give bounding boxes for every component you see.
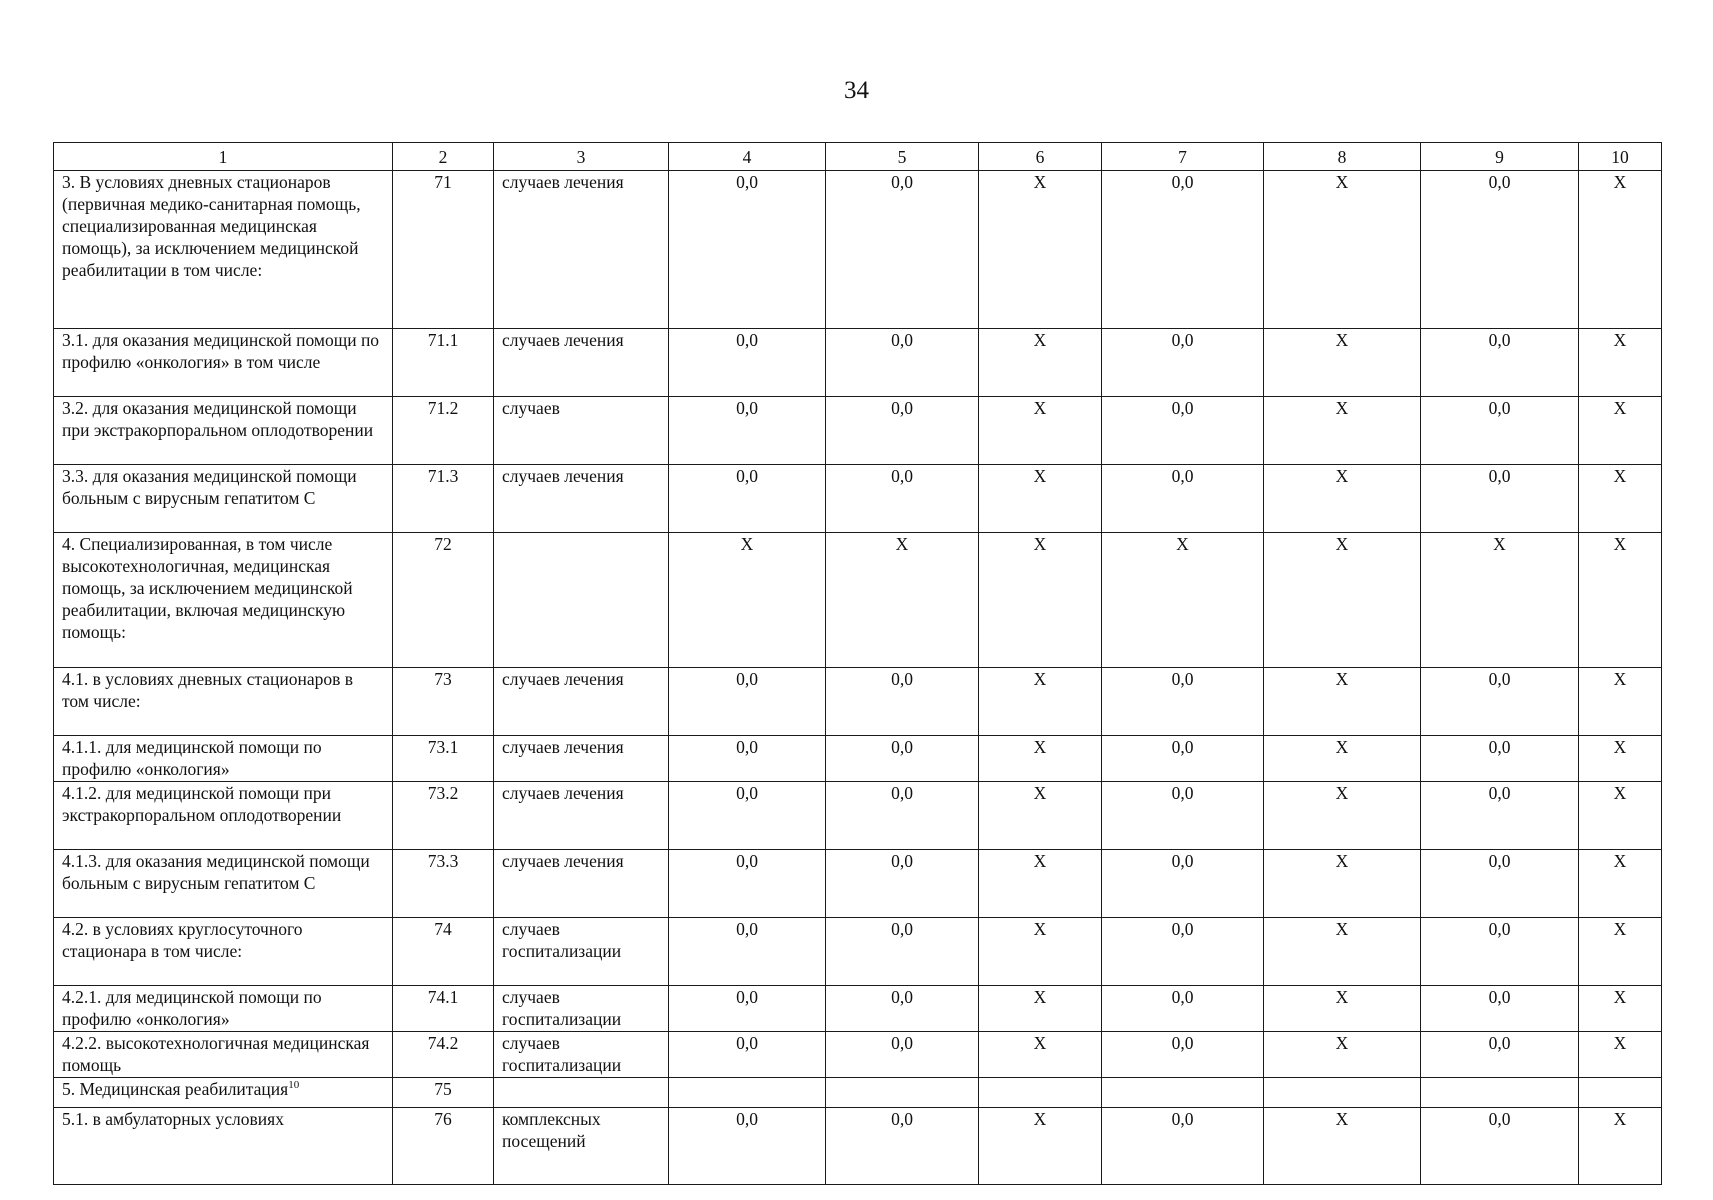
value-cell-col-7: 0,0 (1102, 1032, 1264, 1078)
table-body (54, 171, 1662, 1185)
row-name (54, 1108, 393, 1185)
row-name-text: 3. В условиях дневных стационаров (первичная медико-санитарная помощь, специализированная медицинская помощь), за исключением медицинской реабилитации в том числе: (62, 172, 361, 280)
row-code: 76 (393, 1108, 494, 1185)
table-row (54, 782, 1662, 850)
value-cell-col-10: Х (1579, 918, 1662, 986)
row-name (54, 1078, 393, 1108)
row-code: 75 (393, 1078, 494, 1108)
value-cell-col-10: Х (1579, 986, 1662, 1032)
value-cell-col-7: 0,0 (1102, 918, 1264, 986)
row-name-text: 4. Специализированная, в том числе высокотехнологичная, медицинская помощь, за исключением медицинской реабилитации, включая медицинскую помощь: (62, 534, 353, 642)
value-cell-col-5: 0,0 (826, 1108, 979, 1185)
row-code: 73.1 (393, 736, 494, 782)
page-number: 34 (844, 77, 869, 104)
table-row (54, 986, 1662, 1032)
row-name-text: 4.1. в условиях дневных стационаров в том числе: (62, 669, 354, 711)
value-cell-col-4: 0,0 (669, 1032, 826, 1078)
column-header-7: 7 (1102, 143, 1264, 171)
value-cell-col-8: Х (1264, 533, 1421, 668)
value-cell-col-6: Х (979, 533, 1102, 668)
row-name (54, 533, 393, 668)
row-unit: случаев лечения (494, 668, 669, 736)
value-cell-col-4: 0,0 (669, 782, 826, 850)
row-unit: случаев лечения (494, 736, 669, 782)
row-code: 74.1 (393, 986, 494, 1032)
row-code: 71.1 (393, 329, 494, 397)
value-cell-col-7: 0,0 (1102, 782, 1264, 850)
value-cell-col-10: Х (1579, 850, 1662, 918)
value-cell-col-8: Х (1264, 171, 1421, 329)
value-cell-col-9: 0,0 (1421, 850, 1579, 918)
value-cell-col-10: Х (1579, 533, 1662, 668)
value-cell-col-8: Х (1264, 736, 1421, 782)
row-code: 73 (393, 668, 494, 736)
value-cell-col-6: Х (979, 171, 1102, 329)
row-name (54, 171, 393, 329)
value-cell-col-7 (1102, 1078, 1264, 1108)
value-cell-col-8: Х (1264, 850, 1421, 918)
table-row (54, 171, 1662, 329)
row-unit: комплексных посещений (494, 1108, 669, 1185)
data-table (53, 142, 1662, 1185)
value-cell-col-8: Х (1264, 668, 1421, 736)
value-cell-col-8: Х (1264, 329, 1421, 397)
table-row (54, 1078, 1662, 1108)
value-cell-col-4: 0,0 (669, 986, 826, 1032)
column-header-10: 10 (1579, 143, 1662, 171)
value-cell-col-6: Х (979, 1032, 1102, 1078)
table-row (54, 850, 1662, 918)
row-name-text: 4.1.3. для оказания медицинской помощи больным с вирусным гепатитом С (62, 851, 370, 893)
value-cell-col-6: Х (979, 736, 1102, 782)
value-cell-col-7: 0,0 (1102, 1108, 1264, 1185)
table-row (54, 465, 1662, 533)
value-cell-col-4: 0,0 (669, 918, 826, 986)
value-cell-col-8: Х (1264, 1108, 1421, 1185)
value-cell-col-10: Х (1579, 1032, 1662, 1078)
value-cell-col-5: 0,0 (826, 668, 979, 736)
column-header-3: 3 (494, 143, 669, 171)
column-header-2: 2 (393, 143, 494, 171)
value-cell-col-4: 0,0 (669, 171, 826, 329)
row-code: 74.2 (393, 1032, 494, 1078)
value-cell-col-8 (1264, 1078, 1421, 1108)
row-name-text: 5. Медицинская реабилитация (62, 1079, 289, 1099)
row-name-text: 3.3. для оказания медицинской помощи больным с вирусным гепатитом С (62, 466, 357, 508)
column-header-4: 4 (669, 143, 826, 171)
row-name-text: 4.1.2. для медицинской помощи при экстракорпоральном оплодотворении (62, 783, 342, 825)
row-name (54, 736, 393, 782)
value-cell-col-4: Х (669, 533, 826, 668)
value-cell-col-5: 0,0 (826, 329, 979, 397)
value-cell-col-9: 0,0 (1421, 1032, 1579, 1078)
row-unit (494, 533, 669, 668)
value-cell-col-9: 0,0 (1421, 986, 1579, 1032)
table-row (54, 397, 1662, 465)
value-cell-col-5: 0,0 (826, 850, 979, 918)
footnote-marker: 10 (288, 1079, 300, 1092)
value-cell-col-4: 0,0 (669, 736, 826, 782)
value-cell-col-4: 0,0 (669, 850, 826, 918)
value-cell-col-10: Х (1579, 465, 1662, 533)
value-cell-col-10: Х (1579, 171, 1662, 329)
row-unit: случаев лечения (494, 465, 669, 533)
value-cell-col-9 (1421, 1078, 1579, 1108)
value-cell-col-4: 0,0 (669, 465, 826, 533)
value-cell-col-7: 0,0 (1102, 668, 1264, 736)
value-cell-col-7: 0,0 (1102, 736, 1264, 782)
value-cell-col-10 (1579, 1078, 1662, 1108)
row-name (54, 329, 393, 397)
column-header-6: 6 (979, 143, 1102, 171)
row-unit (494, 1078, 669, 1108)
value-cell-col-7: 0,0 (1102, 329, 1264, 397)
row-unit: случаев госпитализации (494, 986, 669, 1032)
row-name (54, 782, 393, 850)
row-name (54, 850, 393, 918)
row-name-text: 4.1.1. для медицинской помощи по профилю «онкология» (62, 737, 322, 779)
value-cell-col-6: Х (979, 329, 1102, 397)
value-cell-col-6: Х (979, 782, 1102, 850)
table-row (54, 329, 1662, 397)
row-code: 73.2 (393, 782, 494, 850)
value-cell-col-6: Х (979, 668, 1102, 736)
row-code: 73.3 (393, 850, 494, 918)
row-code: 72 (393, 533, 494, 668)
header-row (54, 143, 1662, 171)
row-name-text: 3.1. для оказания медицинской помощи по профилю «онкология» в том числе (62, 330, 380, 372)
value-cell-col-8: Х (1264, 465, 1421, 533)
value-cell-col-6: Х (979, 397, 1102, 465)
value-cell-col-5: 0,0 (826, 1032, 979, 1078)
row-unit: случаев (494, 397, 669, 465)
value-cell-col-8: Х (1264, 397, 1421, 465)
value-cell-col-7: 0,0 (1102, 397, 1264, 465)
value-cell-col-7: 0,0 (1102, 850, 1264, 918)
value-cell-col-10: Х (1579, 736, 1662, 782)
row-name-text: 4.2. в условиях круглосуточного стационара в том числе: (62, 919, 303, 961)
value-cell-col-7: 0,0 (1102, 465, 1264, 533)
value-cell-col-7: 0,0 (1102, 171, 1264, 329)
row-code: 74 (393, 918, 494, 986)
row-name-text: 4.2.2. высокотехнологичная медицинская помощь (62, 1033, 370, 1075)
row-name (54, 465, 393, 533)
row-name (54, 397, 393, 465)
value-cell-col-6: Х (979, 1108, 1102, 1185)
value-cell-col-9: 0,0 (1421, 782, 1579, 850)
table-row (54, 736, 1662, 782)
value-cell-col-10: Х (1579, 397, 1662, 465)
row-name (54, 1032, 393, 1078)
value-cell-col-7: Х (1102, 533, 1264, 668)
value-cell-col-5: 0,0 (826, 736, 979, 782)
row-name (54, 918, 393, 986)
column-header-8: 8 (1264, 143, 1421, 171)
value-cell-col-4: 0,0 (669, 668, 826, 736)
row-code: 71.3 (393, 465, 494, 533)
value-cell-col-9: 0,0 (1421, 465, 1579, 533)
value-cell-col-5: Х (826, 533, 979, 668)
value-cell-col-8: Х (1264, 782, 1421, 850)
value-cell-col-8: Х (1264, 918, 1421, 986)
value-cell-col-8: Х (1264, 986, 1421, 1032)
row-name-text: 4.2.1. для медицинской помощи по профилю «онкология» (62, 987, 322, 1029)
value-cell-col-10: Х (1579, 782, 1662, 850)
value-cell-col-8: Х (1264, 1032, 1421, 1078)
row-unit: случаев госпитализации (494, 918, 669, 986)
column-header-1: 1 (54, 143, 393, 171)
value-cell-col-9: 0,0 (1421, 1108, 1579, 1185)
row-unit: случаев лечения (494, 782, 669, 850)
value-cell-col-5 (826, 1078, 979, 1108)
value-cell-col-5: 0,0 (826, 986, 979, 1032)
value-cell-col-7: 0,0 (1102, 986, 1264, 1032)
value-cell-col-4: 0,0 (669, 329, 826, 397)
value-cell-col-4: 0,0 (669, 1108, 826, 1185)
value-cell-col-9: 0,0 (1421, 397, 1579, 465)
value-cell-col-9: 0,0 (1421, 736, 1579, 782)
value-cell-col-9: 0,0 (1421, 668, 1579, 736)
value-cell-col-5: 0,0 (826, 171, 979, 329)
value-cell-col-10: Х (1579, 329, 1662, 397)
row-unit: случаев лечения (494, 329, 669, 397)
table-row (54, 668, 1662, 736)
value-cell-col-9: Х (1421, 533, 1579, 668)
value-cell-col-5: 0,0 (826, 465, 979, 533)
value-cell-col-5: 0,0 (826, 782, 979, 850)
row-name-text: 5.1. в амбулаторных условиях (62, 1109, 284, 1129)
row-unit: случаев госпитализации (494, 1032, 669, 1078)
value-cell-col-9: 0,0 (1421, 329, 1579, 397)
column-header-5: 5 (826, 143, 979, 171)
row-unit: случаев лечения (494, 171, 669, 329)
row-name (54, 668, 393, 736)
column-header-9: 9 (1421, 143, 1579, 171)
table-row (54, 1108, 1662, 1185)
value-cell-col-10: Х (1579, 668, 1662, 736)
value-cell-col-6: Х (979, 850, 1102, 918)
value-cell-col-5: 0,0 (826, 397, 979, 465)
row-name-text: 3.2. для оказания медицинской помощи при экстракорпоральном оплодотворении (62, 398, 374, 440)
row-code: 71.2 (393, 397, 494, 465)
value-cell-col-9: 0,0 (1421, 171, 1579, 329)
value-cell-col-6: Х (979, 465, 1102, 533)
row-unit: случаев лечения (494, 850, 669, 918)
row-code: 71 (393, 171, 494, 329)
value-cell-col-5: 0,0 (826, 918, 979, 986)
table-row (54, 918, 1662, 986)
table-row (54, 1032, 1662, 1078)
value-cell-col-10: Х (1579, 1108, 1662, 1185)
value-cell-col-9: 0,0 (1421, 918, 1579, 986)
row-name (54, 986, 393, 1032)
value-cell-col-6: Х (979, 918, 1102, 986)
value-cell-col-6: Х (979, 986, 1102, 1032)
value-cell-col-4 (669, 1078, 826, 1108)
table-row (54, 533, 1662, 668)
value-cell-col-6 (979, 1078, 1102, 1108)
value-cell-col-4: 0,0 (669, 397, 826, 465)
